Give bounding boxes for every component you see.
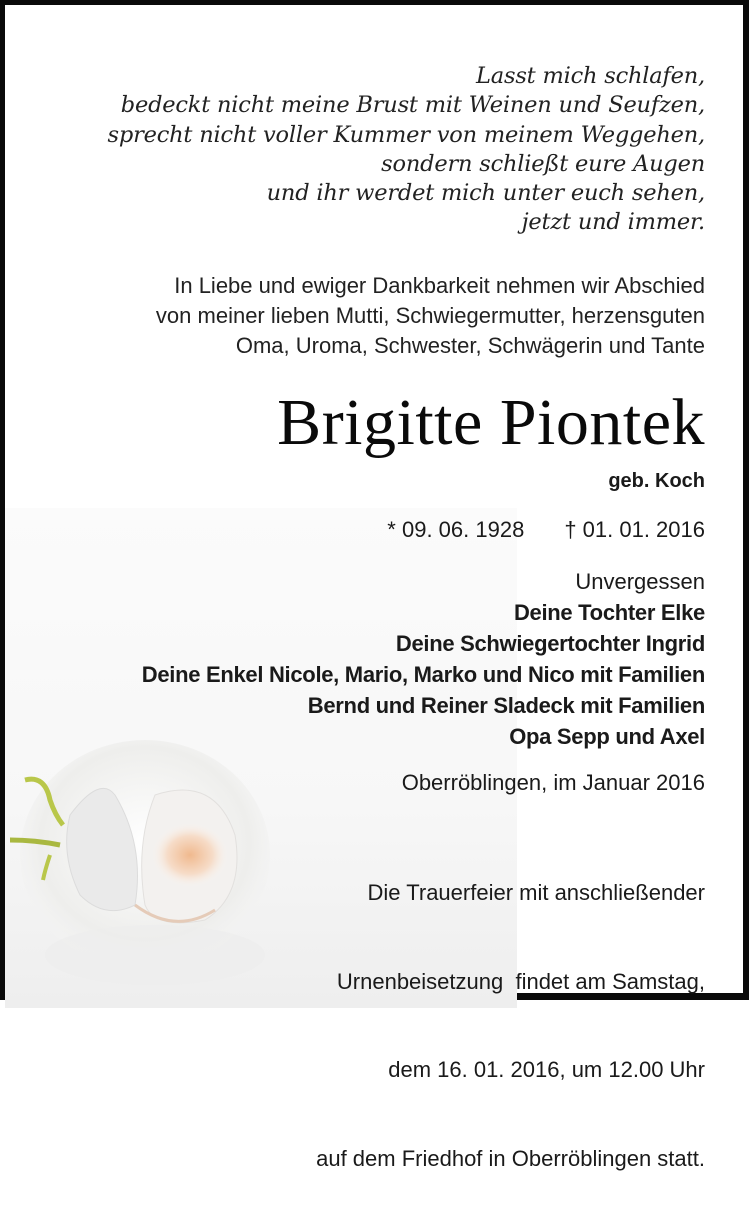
service-line: Urnenbeisetzung findet am Samstag,: [336, 968, 705, 994]
intro-text: [156, 271, 705, 361]
mourner-line: Deine Schwiegertochter Ingrid: [395, 631, 705, 656]
intro-line: von meiner lieben Mutti, Schwiegermutter, herzensguten: [155, 303, 705, 328]
service-line: auf dem Friedhof in Oberröblingen statt.: [316, 1145, 705, 1171]
poem: [108, 62, 705, 238]
birth-date: * 09. 06. 1928: [387, 517, 525, 542]
mourner-line: Bernd und Reiner Sladeck mit Familien: [307, 693, 705, 718]
mourner-line: Deine Enkel Nicole, Mario, Marko und Nico mit Familien: [141, 662, 705, 687]
poem-line: sondern schließt eure Augen: [381, 150, 705, 177]
intro-line: Oma, Uroma, Schwester, Schwägerin und Tante: [235, 333, 705, 358]
mourner-line: Deine Tochter Elke: [513, 600, 705, 625]
mourners-lead: Unvergessen: [575, 569, 705, 594]
poem-line: jetzt und immer.: [521, 209, 705, 236]
maiden-name: geb. Koch: [608, 470, 705, 492]
place-date: Oberröblingen, im Januar 2016: [401, 770, 705, 795]
poem-line: und ihr werdet mich unter euch sehen,: [266, 180, 705, 207]
intro-line: In Liebe und ewiger Dankbarkeit nehmen wir Abschied: [174, 273, 705, 298]
service-line: dem 16. 01. 2016, um 12.00 Uhr: [388, 1057, 705, 1082]
mourner-line: Opa Sepp und Axel: [509, 724, 705, 749]
deceased-name: Brigitte Piontek: [277, 386, 705, 459]
death-date: † 01. 01. 2016: [564, 517, 705, 542]
service-info: [316, 819, 705, 1232]
poem-line: Lasst mich schlafen,: [476, 63, 705, 89]
service-line: Die Trauerfeier mit anschließender: [367, 880, 705, 905]
mourners: [142, 566, 705, 752]
life-dates: [387, 515, 705, 545]
poem-line: sprecht nicht voller Kummer von meinem Weggehen,: [107, 121, 705, 148]
poem-line: bedeckt nicht meine Brust mit Weinen und Seufzen,: [120, 92, 705, 119]
